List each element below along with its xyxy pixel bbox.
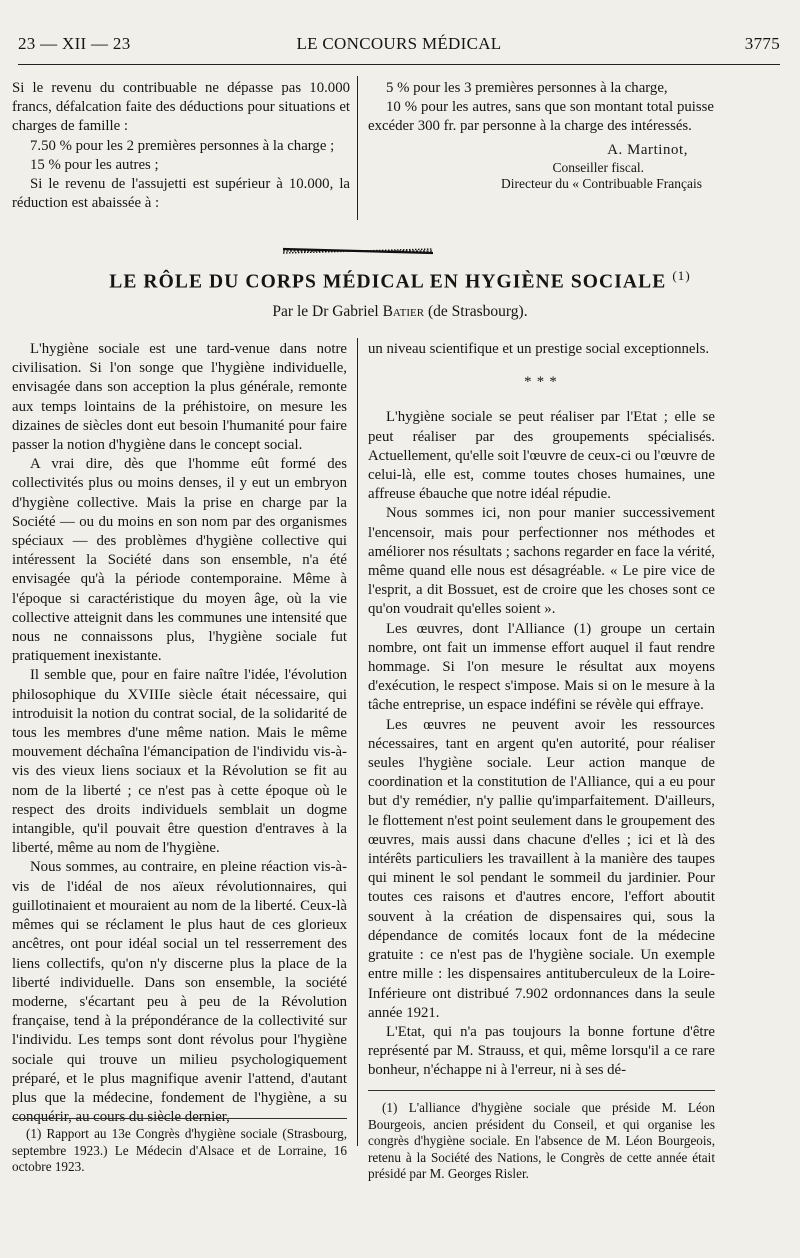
footnote-rule [368, 1090, 715, 1091]
section-break-asterism: * * * [524, 374, 559, 391]
paragraph: L'hygiène sociale se peut réaliser par l'Etat ; elle se peut réaliser par des groupements spécialisés. Actuellement, qu'elle soit l'œuvre de ceux-ci ou l'œuvre de celui-là, elle est, comme toutes choses humaines, une affreuse ébauche que notre idéal répudie. [368, 409, 715, 503]
column-divider [357, 338, 358, 1146]
article-byline [0, 303, 800, 321]
paragraph: 7.50 % pour les 2 premières personnes à la charge ; [30, 137, 335, 154]
header-page-number: 3775 [744, 34, 780, 53]
byline-prefix: Par le Dr Gabriel [272, 303, 379, 320]
article-title-text: LE RÔLE DU CORPS MÉDICAL EN HYGIÈNE SOCIALE [109, 271, 667, 293]
paragraph: 5 % pour les 3 premières personnes à la charge, [386, 80, 668, 96]
signature-role: Conseiller fiscal. [552, 159, 644, 175]
tax-section-right [368, 79, 714, 192]
footnote-text: (1) L'alliance d'hygiène sociale que préside M. Léon Bourgeois, ancien président du Conseil, et qui organise les congrès d'hygiène sociale. En l'absence de M. Léon Bourgeois, retenu à la Société des Nations, le Congrès de cette année était présidé par M. Georges Risler. [368, 1100, 715, 1181]
article-column-right [368, 340, 715, 1081]
header-journal-title: LE CONCOURS MÉDICAL [296, 34, 502, 53]
footnote-rule [12, 1118, 347, 1119]
article-column-left [12, 340, 347, 1127]
column-divider [357, 76, 358, 220]
header-rule [18, 64, 780, 65]
footnote-right [368, 1100, 715, 1183]
article-title [0, 268, 800, 294]
paragraph: Les œuvres ne peuvent avoir les ressources nécessaires, tant en argent qu'en autorité, pour réaliser seules l'hygiène sociale. Leur action manque de coordination et la constitution de l'Alliance, qui a eu pour but d'y remédier, n'y pallie qu'imparfaitement. D'ailleurs, le flottement n'est point seulement dans le groupement des œuvres, mais aussi dans chacune d'elles ; ici et là des intérêts particuliers les travaillent à la manière des taupes qui minent le sol pendant le sommeil du jardinier. Pour toutes ces raisons et d'autres encore, l'effort aboutit souvent à la création de dispensaires qui, sous la dépendance de comités locaux font de la médecine gratuite : ce n'est pas de l'hygiène sociale. Un exemple entre mille : les dispensaires antituberculeux de la Loire-Inférieure ont distribué 7.902 ordonnances dans la seule année 1921. [368, 716, 715, 1021]
author-name: Batier [382, 303, 425, 320]
paragraph: Les œuvres, dont l'Alliance (1) groupe un certain nombre, ont fait un immense effort auquel il faut rendre hommage. Si l'on mesure le résultat aux moyens d'exécution, le respect s'impose. Mais si on le mesure à la tâche entreprise, un espace indéfini se révèle qui effraye. [368, 620, 715, 714]
page-header [18, 34, 780, 58]
byline-suffix: (de Strasbourg). [427, 303, 528, 320]
paragraph: Si le revenu du contribuable ne dépasse pas 10.000 francs, défalcation faite des déductions pour situations et charges de famille : [12, 80, 350, 135]
paragraph: Nous sommes, au contraire, en pleine réaction vis-à-vis de l'idéal de nos aïeux révolutionnaires, qui guillotinaient et mouraient au nom de la liberté. Ceux-là mêmes qui se réclament le plus haut de ces glorieux ancêtres, ont pour idéal social un tel resserrement des liens collectifs, qu'on n'y discerne plus la place de la liberté individuelle. Dans son ensemble, la société moderne, s'écartant peu à peu de la Révolution française, tend à la prépondérance de la collectivité sur l'individu. Les temps sont dont révolus pour l'hygiène sociale qui trouve un milieu psychologiquement préparé, et le plus magnifique avenir l'attend, d'autant plus que la médecine, fondement de l'hygiène, a su conquérir, au cours du siècle dernier, [12, 859, 347, 1126]
signature-name: A. Martinot, [607, 141, 688, 158]
tax-section-left [12, 79, 350, 213]
section-ornament [283, 247, 433, 255]
header-issue-date: 23 — XII — 23 [18, 34, 131, 53]
paragraph: Il semble que, pour en faire naître l'idée, l'évolution philosophique du XVIIIe siècle était nécessaire, qui introduisit la notion du contrat social, de la solidarité de tous les membres d'une même nation. Mais le même mouvement déchaîna l'émancipation de l'individu vis-à-vis des vieux liens sociaux et la Révolution se fit au nom de la liberté ; ce n'est pas à cette époque où le respect des droits individuels semblait un dogme intangible, qu'il pouvait être question d'entraves à la liberté, même au nom de l'hygiène. [12, 667, 347, 857]
footnote-left [12, 1126, 347, 1176]
paragraph-continuation: un niveau scientifique et un prestige social exceptionnels. [368, 341, 710, 357]
title-footnote-mark: (1) [672, 268, 691, 283]
paragraph: A vrai dire, dès que l'homme eût formé des collectivités plus ou moins denses, il y eut un embryon d'hygiène collective. Mais la prise en charge par la Société — ou du moins en son nom par des organismes spéciaux — des problèmes d'hygiène collective qui intéressent la Société dans son ensemble, n'a été envisagée qu'à la période contemporaine. Même à l'époque si caractéristique du moyen âge, où la vie collective atteignit dans les communes une intensité que nous ne connaissons plus, l'hygiène sociale fut pratiquement inexistante. [12, 456, 347, 665]
paragraph: L'hygiène sociale est une tard-venue dans notre civilisation. Si l'on songe que l'hygiène individuelle, envisagée dans son acception la plus générale, remonte aux temps lointains de la préhistoire, on mesure les dizaines de siècles dont eut besoin l'humanité pour faire passer la notion d'hygiène dans le concept social. [12, 341, 347, 454]
footnote-text: (1) Rapport au 13e Congrès d'hygiène sociale (Strasbourg, septembre 1923.) Le Médecin d'Alsace et de Lorraine, 16 octobre 1923. [12, 1126, 347, 1174]
signature-institution: Directeur du « Contribuable Français [501, 175, 702, 191]
paragraph: 10 % pour les autres, sans que son montant total puisse excéder 300 fr. par personne à la charge des intéressés. [368, 99, 714, 135]
paragraph: Nous sommes ici, non pour manier successivement l'encensoir, mais pour perfectionner nos méthodes et améliorer nos résultats ; sachons regarder en face la vérité, même quand elle nous est désagréable. « Le pire vice de l'esprit, a dit Bossuet, est de croire que les choses sont ce qu'on voudrait qu'elles soient ». [368, 505, 715, 618]
paragraph: 15 % pour les autres ; [30, 156, 159, 173]
paragraph: Si le revenu de l'assujetti est supérieur à 10.000, la réduction est abaissée à : [12, 176, 350, 212]
paragraph: L'Etat, qui n'a pas toujours la bonne fortune d'être représenté par M. Strauss, et qui, même lorsqu'il a ce rare bonheur, n'échappe ni à l'erreur, ni à ses dé- [368, 1023, 715, 1079]
